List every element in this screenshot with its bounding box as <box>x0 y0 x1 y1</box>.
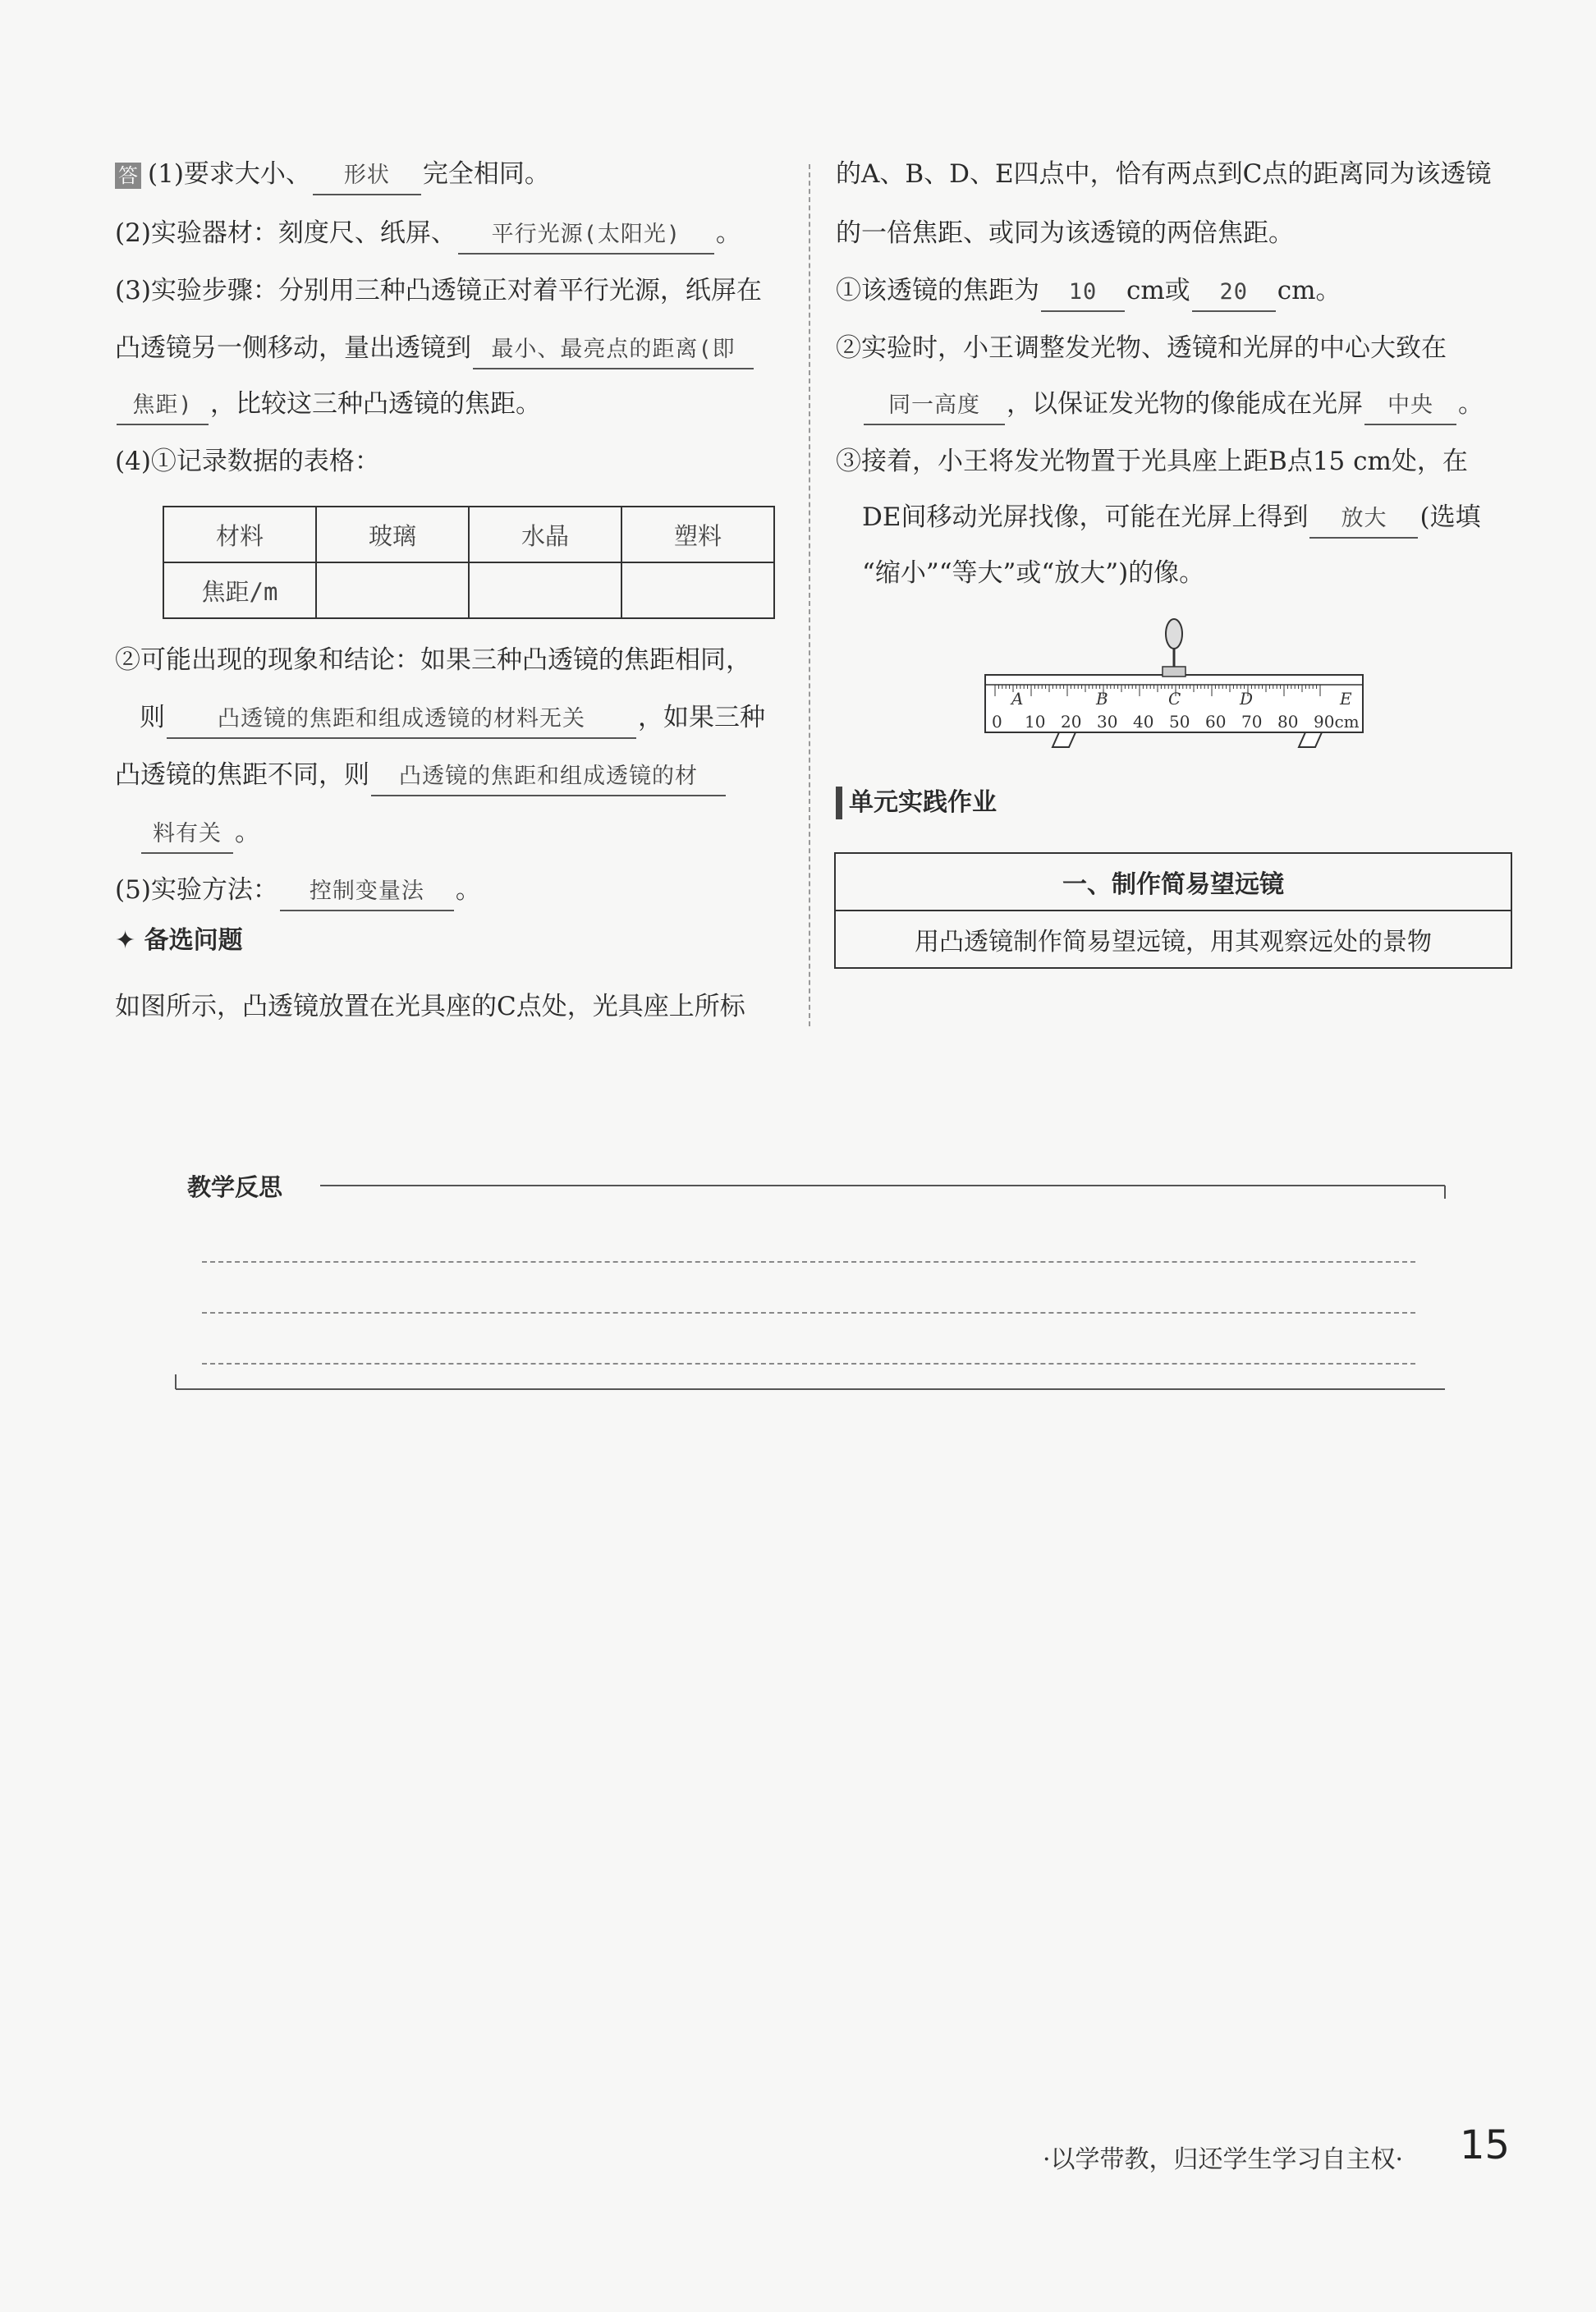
q4-c2-line2: 则 凸透镜的焦距和组成透镜的材料无关 ，如果三种 <box>140 700 765 739</box>
q5-line: (5)实验方法： 控制变量法 。 <box>115 872 481 911</box>
reflection-line <box>202 1363 1415 1365</box>
backup-s3-line2: DE间移动光屏找像，可能在光屏上得到 放大 (选填 <box>862 499 1481 539</box>
svg-text:90cm: 90cm <box>1314 712 1360 732</box>
point-C: C <box>1168 689 1181 709</box>
svg-text:20: 20 <box>1061 712 1082 732</box>
reflection-frame <box>172 1174 1453 1404</box>
point-E: E <box>1340 689 1352 709</box>
q4-c2-line3: 凸透镜的焦距不同，则 凸透镜的焦距和组成透镜的材 <box>115 757 727 796</box>
point-B: B <box>1096 689 1108 709</box>
backup-line3: 的一倍焦距、或同为该透镜的两倍焦距。 <box>836 218 1294 248</box>
svg-text:80: 80 <box>1277 712 1299 732</box>
optical-bench-figure <box>977 616 1371 764</box>
point-A: A <box>1011 689 1024 709</box>
backup-s2-line2: 同一高度 ，以保证发光物的像能成在光屏 中央 。 <box>862 386 1484 425</box>
q2-line: (2)实验器材：刻度尺、纸屏、 平行光源(太阳光) 。 <box>115 215 741 255</box>
svg-text:0: 0 <box>992 712 1002 732</box>
homework-table: 一、制作简易望远镜 用凸透镜制作简易望远镜，用其观察远处的景物 <box>834 852 1512 969</box>
reflection-line <box>202 1312 1415 1314</box>
svg-text:30: 30 <box>1097 712 1118 732</box>
star-icon: ✦ <box>115 926 136 955</box>
answer-label: 答 <box>115 163 141 189</box>
unit-practice-heading: 单元实践作业 <box>836 787 997 819</box>
svg-text:60: 60 <box>1205 712 1227 732</box>
backup-line2: 的A、B、D、E四点中，恰有两点到C点的距离同为该透镜 <box>836 159 1492 189</box>
record-table: 材料 玻璃 水晶 塑料 焦距/m <box>163 506 775 619</box>
backup-heading: ✦ 备选问题 <box>115 926 243 955</box>
q1-line: 答 (1)要求大小、 形状 完全相同。 <box>115 156 550 195</box>
svg-text:50: 50 <box>1169 712 1190 732</box>
q3-answer: 最小、最亮点的距离(即 <box>473 332 754 369</box>
reflection-title: 教学反思 <box>187 1173 283 1201</box>
backup-line1: 如图所示，凸透镜放置在光具座的C点处，光具座上所标 <box>115 992 745 1021</box>
q1-answer: 形状 <box>313 158 421 195</box>
point-D: D <box>1240 689 1254 709</box>
q3-line2: 凸透镜另一侧移动，量出透镜到 最小、最亮点的距离(即 <box>115 330 755 369</box>
column-divider <box>809 164 810 1026</box>
reflection-line <box>202 1261 1415 1263</box>
q2-answer: 平行光源(太阳光) <box>458 217 714 255</box>
backup-s3-line1: ③接着，小王将发光物置于光具座上距B点15 cm处，在 <box>836 447 1468 476</box>
svg-text:70: 70 <box>1241 712 1263 732</box>
footer-motto: ·以学带教，归还学生学习自主权· <box>1043 2145 1404 2174</box>
q4-title: (4)①记录数据的表格： <box>115 447 380 476</box>
lens <box>1166 619 1182 649</box>
q3-line3: 焦距) ，比较这三种凸透镜的焦距。 <box>115 386 541 425</box>
q3-line1: (3)实验步骤：分别用三种凸透镜正对着平行光源，纸屏在 <box>115 276 762 305</box>
backup-s2-line1: ②实验时，小王调整发光物、透镜和光屏的中心大致在 <box>836 333 1447 363</box>
svg-text:10: 10 <box>1025 712 1046 732</box>
svg-text:40: 40 <box>1133 712 1154 732</box>
backup-s3-line3: “缩小”“等大”或“放大”)的像。 <box>862 558 1205 588</box>
q4-c2-line4: 料有关 。 <box>140 814 260 854</box>
page-number: 15 <box>1460 2122 1511 2168</box>
backup-s1: ①该透镜的焦距为 10 cm或 20 cm。 <box>836 273 1341 312</box>
q4-c2-line1: ②可能出现的现象和结论：如果三种凸透镜的焦距相同， <box>115 645 751 675</box>
